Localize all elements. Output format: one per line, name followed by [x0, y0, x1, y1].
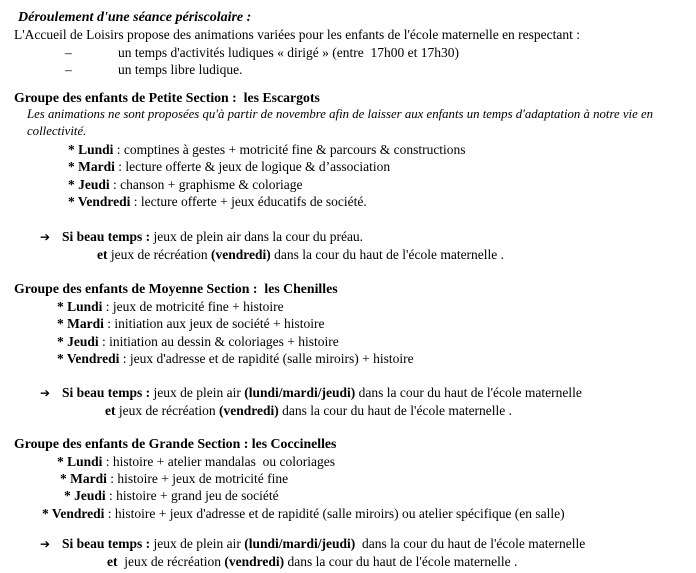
- day-activity: : jeux d'adresse et de rapidité (salle miroirs) + histoire: [119, 350, 414, 366]
- day-line-jeudi: [68, 176, 696, 193]
- weather-line: et jeux de récréation (vendredi) dans la cour du haut de l'école maternelle .: [97, 246, 505, 262]
- arrow-icon: ➔: [40, 537, 51, 552]
- day-line-lundi: [68, 141, 696, 158]
- weather-line: Si beau temps : jeux de plein air dans la cour du préau.: [62, 229, 364, 245]
- day-line-vendredi: [68, 193, 696, 210]
- weather-line: Si beau temps : jeux de plein air (lundi/mardi/jeudi) dans la cour du haut de l'école maternelle: [62, 536, 586, 552]
- day-activity: : chanson + graphisme & coloriage: [109, 176, 303, 192]
- day-activity: : histoire + jeux de motricité fine: [106, 470, 289, 486]
- weather-note: [0, 228, 696, 263]
- bullet-text: un temps libre ludique.: [118, 62, 243, 78]
- note-line: collectivité.: [27, 124, 87, 139]
- bullet-item: [0, 61, 696, 78]
- day-label: * Jeudi: [57, 333, 99, 349]
- day-label: * Mardi: [57, 316, 104, 332]
- day-label: * Lundi: [57, 453, 103, 469]
- weather-note: [0, 384, 696, 419]
- dash-marker: –: [65, 44, 72, 60]
- arrow-icon: ➔: [40, 386, 51, 401]
- day-activity: : initiation aux jeux de société + histoire: [103, 316, 325, 332]
- section-grande-section: [0, 435, 696, 570]
- section-note: [27, 106, 696, 141]
- day-label: * Lundi: [57, 298, 103, 314]
- day-label: * Vendredi: [68, 194, 131, 210]
- note-line: Les animations ne sont proposées qu'à partir de novembre afin de laisser aux enfants un temps d'adaptation à notre vie en: [27, 107, 654, 122]
- day-line-mardi: [68, 158, 696, 175]
- day-label: * Mardi: [68, 159, 115, 175]
- day-line-lundi: [57, 453, 696, 470]
- bullet-item: [0, 44, 696, 61]
- day-label: * Jeudi: [64, 488, 106, 504]
- weather-line: et jeux de récréation (vendredi) dans la cour du haut de l'école maternelle .: [107, 553, 518, 569]
- day-line-jeudi: [64, 487, 696, 504]
- day-activity: : initiation au dessin & coloriages + histoire: [98, 333, 339, 349]
- day-activity: : lecture offerte & jeux de logique & d’association: [114, 159, 391, 175]
- intro-paragraph: L'Accueil de Loisirs propose des animations variées pour les enfants de l'école maternelle en respectant :: [14, 27, 581, 43]
- bullet-text: un temps d'activités ludiques « dirigé » (entre 17h00 et 17h30): [118, 44, 459, 60]
- section-heading: Groupe des enfants de Moyenne Section : les Chenilles: [14, 281, 338, 297]
- section-moyenne-section: [0, 280, 696, 419]
- dash-marker: –: [65, 62, 72, 78]
- arrow-icon: ➔: [40, 230, 51, 245]
- day-line-jeudi: [57, 333, 696, 350]
- section-petite-section: [0, 89, 696, 264]
- day-line-lundi: [57, 298, 696, 315]
- day-activity: : histoire + grand jeu de société: [105, 488, 279, 504]
- day-activity: : comptines à gestes + motricité fine & parcours & constructions: [113, 141, 466, 157]
- day-line-vendredi: [57, 350, 696, 367]
- section-heading: Groupe des enfants de Grande Section : les Coccinelles: [14, 436, 337, 452]
- weather-note: [0, 535, 696, 570]
- document-title: Déroulement d'une séance périscolaire :: [18, 10, 252, 25]
- day-label: * Lundi: [68, 141, 114, 157]
- day-line-mardi: [57, 315, 696, 332]
- day-line-mardi: [60, 470, 696, 487]
- day-label: * Vendredi: [42, 505, 105, 521]
- weather-line: et jeux de récréation (vendredi) dans la cour du haut de l'école maternelle .: [105, 402, 513, 418]
- day-label: * Jeudi: [68, 176, 110, 192]
- day-activity: : histoire + atelier mandalas ou coloriages: [102, 453, 335, 469]
- day-activity: : lecture offerte + jeux éducatifs de société.: [130, 194, 367, 210]
- day-label: * Vendredi: [57, 350, 120, 366]
- day-label: * Mardi: [60, 470, 107, 486]
- day-activity: : histoire + jeux d'adresse et de rapidité (salle miroirs) ou atelier spécifique (en salle): [104, 505, 565, 521]
- day-line-vendredi: [42, 505, 696, 522]
- day-activity: : jeux de motricité fine + histoire: [102, 298, 284, 314]
- section-heading: Groupe des enfants de Petite Section : les Escargots: [14, 89, 320, 105]
- weather-line: Si beau temps : jeux de plein air (lundi/mardi/jeudi) dans la cour du haut de l'école maternelle: [62, 385, 582, 401]
